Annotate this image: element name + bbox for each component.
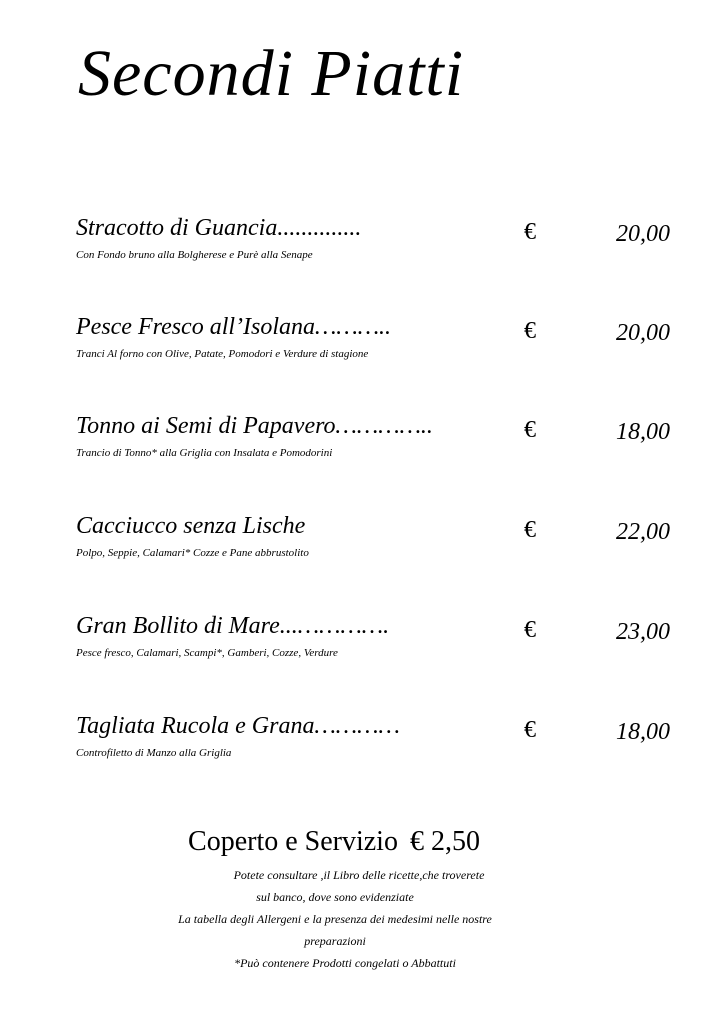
currency-symbol: € — [524, 219, 536, 245]
coperto-label: Coperto e Servizio — [188, 826, 398, 857]
currency-symbol: € — [524, 318, 536, 344]
menu-item — [0, 215, 724, 285]
footer-note: Potete consultare ,il Libro delle ricette,che troverete — [233, 868, 485, 882]
coperto-price: € 2,50 — [409, 826, 480, 857]
menu-item — [0, 314, 724, 384]
dish-price: 20,00 — [616, 221, 670, 247]
dish-description: Controfiletto di Manzo alla Griglia — [76, 747, 232, 759]
dish-description: Polpo, Seppie, Calamari* Cozze e Pane abbrustolito — [76, 547, 309, 559]
footer-note: preparazioni — [304, 934, 366, 948]
footer-note: La tabella degli Allergeni e la presenza dei medesimi nelle nostre — [178, 912, 492, 926]
coperto-servizio — [58, 826, 610, 858]
currency-symbol: € — [524, 517, 536, 543]
currency-symbol: € — [524, 617, 536, 643]
dish-price: 23,00 — [616, 619, 670, 645]
menu-item — [0, 513, 724, 583]
dish-description: Tranci Al forno con Olive, Patate, Pomodori e Verdure di stagione — [76, 348, 369, 360]
currency-symbol: € — [524, 417, 536, 443]
footer-note: *Può contenere Prodotti congelati o Abbattuti — [234, 956, 456, 970]
dish-description: Pesce fresco, Calamari, Scampi*, Gamberi, Cozze, Verdure — [76, 647, 338, 659]
dish-name: Pesce Fresco all’Isolana……….. — [76, 314, 392, 340]
menu-item — [0, 613, 724, 683]
dish-name: Gran Bollito di Mare...…………. — [76, 613, 390, 639]
footer-note: sul banco, dove sono evidenziate — [256, 890, 414, 904]
currency-symbol: € — [524, 717, 536, 743]
dish-name: Stracotto di Guancia.............. — [76, 215, 362, 241]
dish-price: 20,00 — [616, 320, 670, 346]
dish-price: 18,00 — [616, 719, 670, 745]
menu-item — [0, 713, 724, 783]
dish-name: Cacciucco senza Lische — [76, 513, 306, 539]
dish-price: 18,00 — [616, 419, 670, 445]
page-title: Secondi Piatti — [78, 37, 465, 110]
footer — [60, 826, 610, 974]
dish-description: Con Fondo bruno alla Bolgherese e Purè alla Senape — [76, 249, 313, 261]
dish-name: Tagliata Rucola e Grana………… — [76, 713, 400, 739]
dish-price: 22,00 — [616, 519, 670, 545]
menu-item — [0, 413, 724, 483]
dish-description: Trancio di Tonno* alla Griglia con Insalata e Pomodorini — [76, 447, 333, 459]
dish-name: Tonno ai Semi di Papavero………….. — [76, 413, 433, 439]
